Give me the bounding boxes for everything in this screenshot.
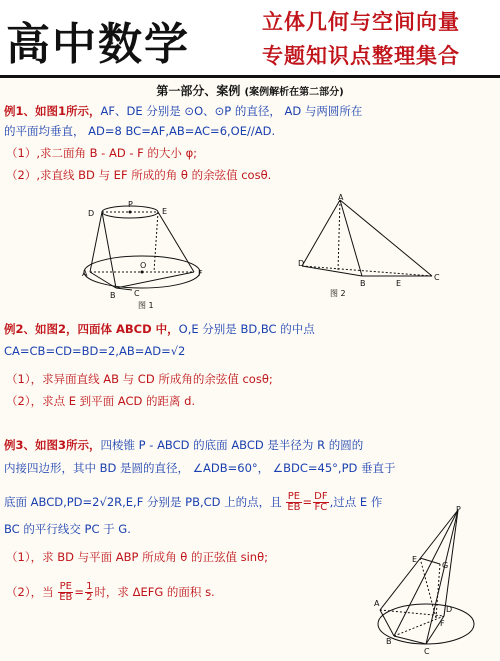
fig3-label-p: P <box>456 505 461 514</box>
fig3-label-c: C <box>424 647 430 656</box>
ex3-q2-a: （2），当 <box>6 585 54 599</box>
fig2-label-d: D <box>298 259 305 268</box>
subtitle-line2: 专题知识点整理集合 <box>262 43 460 68</box>
q2-val-den: 2 <box>86 592 93 603</box>
fig3-label-b: B <box>386 637 392 646</box>
fig2-label-c: C <box>434 273 440 282</box>
ex3-fraction-pe-eb <box>286 492 301 513</box>
ex2-question1: （1），求异面直线 AB 与 CD 所成角的余弦值 cosθ; <box>6 372 273 386</box>
ex3-line1-text: 四棱锥 P - ABCD 的底面 ABCD 是半径为 R 的圆的 <box>100 438 364 452</box>
figure2-diagram <box>298 193 450 300</box>
q2-val-num: 1 <box>86 581 93 592</box>
frac-eb: EB <box>287 502 301 513</box>
fig3-label-d: D <box>446 605 453 614</box>
fig1-label-o: O <box>140 261 147 270</box>
fig1-label-a: A <box>82 269 88 278</box>
ex3-q2-b: 时，求 ΔEFG 的面积 s. <box>94 585 215 599</box>
ex1-label: 例1、如图1所示， <box>4 104 101 118</box>
fig1-label-b: B <box>110 291 116 300</box>
ex2-label: 例2、如图2，四面体 ABCD 中， <box>4 322 179 336</box>
ex2-question2: （2），求点 E 到平面 ACD 的距离 d. <box>6 394 196 408</box>
fig1-label-e: E <box>162 207 168 216</box>
figure3-diagram <box>374 506 498 658</box>
fig1-label-c: C <box>134 289 140 298</box>
section-title-text: 第一部分、案例 <box>156 84 241 98</box>
ex1-line2: 的平面均垂直， AD=8 BC=AF,AB=AC=6,OE//AD. <box>4 124 276 138</box>
fig3-label-f: F <box>440 619 445 628</box>
frac-fc: FC <box>314 502 328 513</box>
ex3-line2: 内接四边形，其中 BD 是圆的直径， ∠ADB=60°， ∠BDC=45°,PD 垂直于 <box>4 461 396 475</box>
section-note: (案例解析在第二部分) <box>244 87 344 98</box>
ex3-eq: = <box>302 495 313 509</box>
subtitle-line1: 立体几何与空间向量 <box>262 9 460 34</box>
fig3-label-e: E <box>412 555 418 564</box>
ex3-fraction-df-fc <box>313 492 328 513</box>
q2-frac-pe: PE <box>59 581 72 592</box>
frac-df: DF <box>314 491 328 502</box>
ex1-line1 <box>4 104 362 118</box>
fig2-label-a: A <box>338 193 344 202</box>
ex1-question1: （1）,求二面角 B - AD - F 的大小 φ; <box>6 146 198 160</box>
fig1-label-d: D <box>88 209 95 218</box>
fig1-label-p: P <box>128 200 133 209</box>
page-title: 高中数学 <box>6 19 190 70</box>
ex3-question2 <box>6 582 215 603</box>
q2-frac-eb: EB <box>59 592 73 603</box>
ex3-question1: （1），求 BD 与平面 ABP 所成角 θ 的正弦值 sinθ; <box>6 550 269 564</box>
fig1-label-f: F <box>198 269 203 278</box>
ex1-question2: （2）,求直线 BD 与 EF 所成的角 θ 的余弦值 cosθ. <box>6 168 272 182</box>
ex3-line3-a: 底面 ABCD,PD=2√2R,E,F 分别是 PB,CD 上的点，且 <box>4 495 282 509</box>
ex3-q2-value <box>85 582 93 603</box>
ex2-line1-text: O,E 分别是 BD,BC 的中点 <box>178 322 315 336</box>
ex3-q2-eq: = <box>74 585 85 599</box>
fig2-label-e: E <box>396 279 402 288</box>
figure1-diagram <box>82 198 222 310</box>
ex3-line4: BC 的平行线交 PC 于 G. <box>4 522 131 536</box>
fig2-caption: 图 2 <box>330 289 346 298</box>
ex2-line2: CA=CB=CD=BD=2,AB=AD=√2 <box>4 344 186 358</box>
fig1-caption: 图 1 <box>138 301 154 310</box>
ex3-label: 例3、如图3所示， <box>4 438 101 452</box>
fig3-label-g: G <box>442 561 449 570</box>
ex3-line3-b: ,过点 E 作 <box>329 495 383 509</box>
frac-pe: PE <box>287 491 301 502</box>
fig2-label-b: B <box>360 279 366 288</box>
ex3-line3 <box>4 492 382 513</box>
fig3-label-a: A <box>374 599 380 608</box>
ex1-line1-text: AF、DE 分别是 ⊙O、⊙P 的直径， AD 与两圆所在 <box>100 104 363 118</box>
ex3-q2-fraction <box>58 582 73 603</box>
ex3-line1 <box>4 438 363 452</box>
page-header <box>0 0 500 78</box>
ex2-line1 <box>4 322 315 336</box>
section-title <box>0 82 500 99</box>
